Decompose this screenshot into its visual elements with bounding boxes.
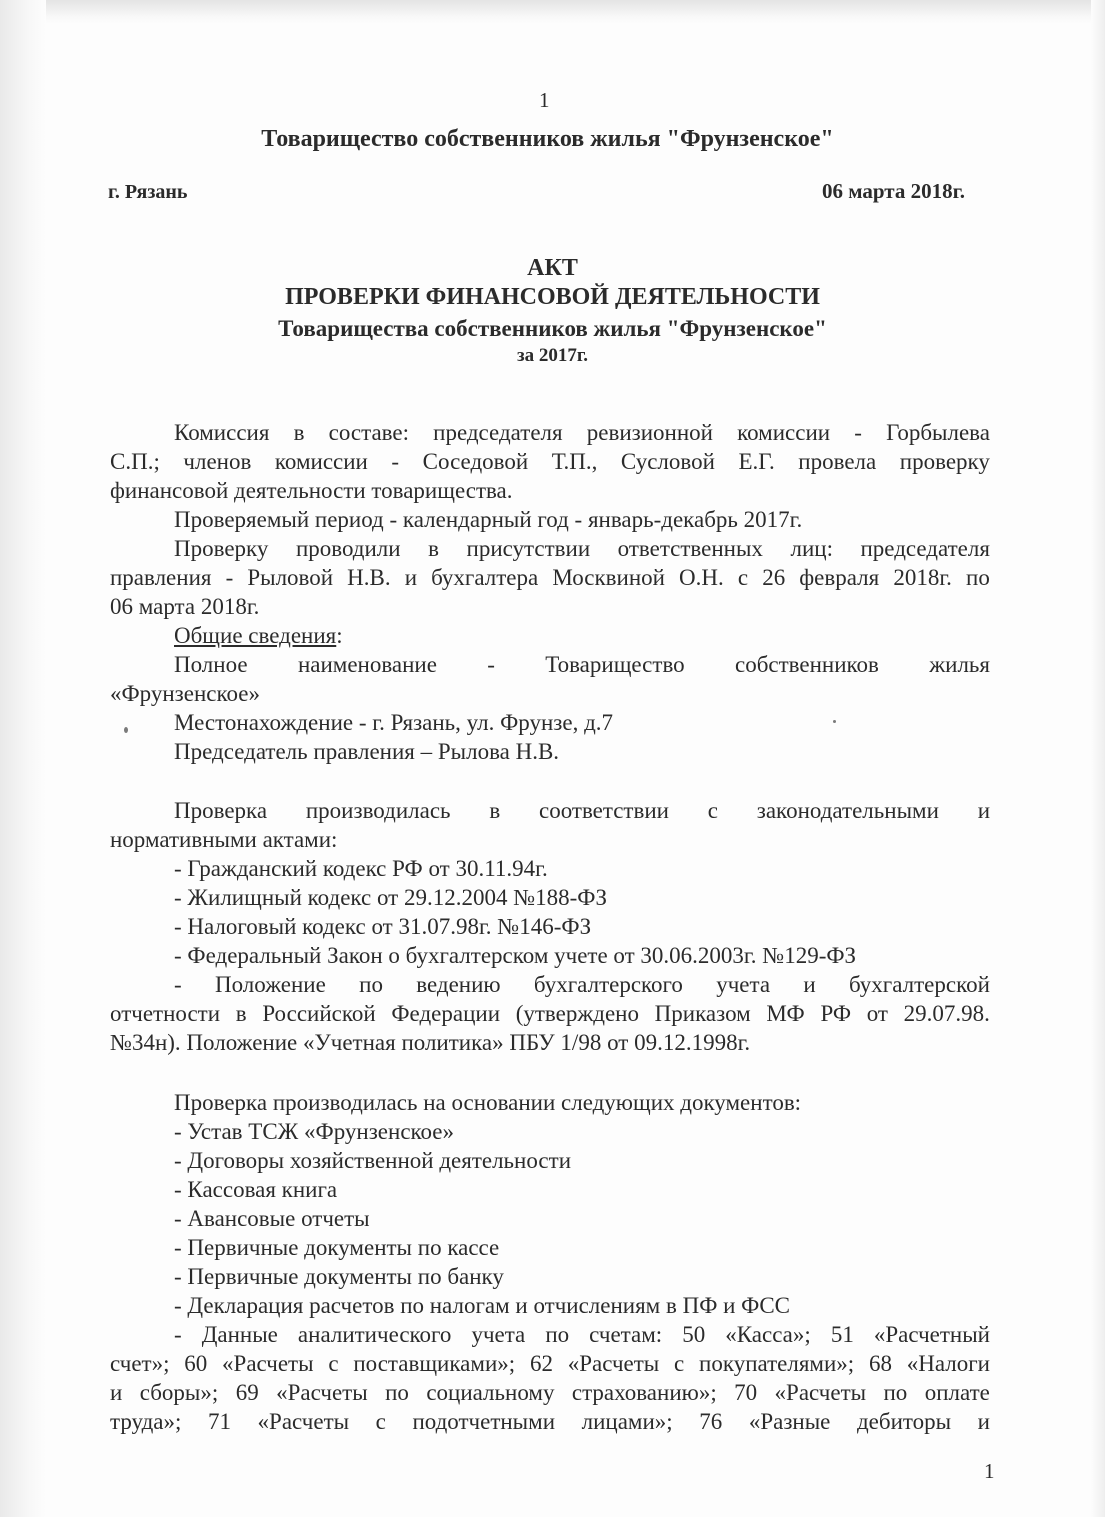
word: от	[866, 1001, 888, 1026]
word: Полное	[174, 652, 248, 677]
accounts-line4	[110, 1407, 990, 1436]
word: 62	[529, 1351, 553, 1376]
word: «Налоги	[906, 1351, 990, 1376]
word: с	[375, 1409, 386, 1434]
word: проверку	[899, 449, 990, 474]
word: социальному	[426, 1380, 555, 1405]
word: -	[174, 972, 182, 997]
word: (утверждено	[515, 1001, 639, 1026]
word: и	[110, 1380, 123, 1405]
word: 68	[868, 1351, 892, 1376]
scan-edge-top	[0, 0, 1105, 24]
word: учета	[716, 972, 771, 997]
documents-item: - Авансовые отчеты	[174, 1206, 370, 1231]
word: труда»;	[110, 1409, 182, 1434]
para1-line2	[110, 447, 990, 476]
word: в	[293, 420, 305, 445]
organization-header: Товарищество собственников жилья "Фрунзенское"	[261, 126, 834, 152]
word: производилась	[305, 798, 451, 823]
word: присутствии	[466, 536, 591, 561]
word: провела	[798, 449, 877, 474]
word: Данные	[201, 1322, 278, 1347]
documents-item: - Договоры хозяйственной деятельности	[174, 1148, 571, 1173]
word: председателя	[433, 420, 563, 445]
word: учета	[471, 1322, 526, 1347]
word: «Расчеты	[567, 1351, 660, 1376]
word: отчетности	[110, 1001, 221, 1026]
documents-intro: Проверка производилась на основании следующих документов:	[174, 1090, 802, 1115]
word: соответствии	[538, 798, 669, 823]
acts-intro-line1	[110, 796, 990, 825]
word: ответственных	[617, 536, 763, 561]
documents-item: - Декларация расчетов по налогам и отчислениям в ПФ и ФСС	[174, 1293, 791, 1318]
word: Федерации	[391, 1001, 500, 1026]
word: Комиссия	[174, 420, 270, 445]
word: ревизионной	[586, 420, 713, 445]
word: по	[359, 972, 383, 997]
word: 69	[235, 1380, 259, 1405]
word: «Разные	[748, 1409, 831, 1434]
word: Соседовой	[422, 449, 529, 474]
acts-item: - Жилищный кодекс от 29.12.2004 №188-ФЗ	[174, 885, 608, 910]
word: 51	[830, 1322, 854, 1347]
word: 71	[207, 1409, 231, 1434]
word: Горбылева	[886, 420, 990, 445]
page-number-top: 1	[539, 88, 550, 112]
title-line-2: ПРОВЕРКИ ФИНАНСОВОЙ ДЕЯТЕЛЬНОСТИ	[285, 284, 820, 310]
word: по	[385, 1380, 409, 1405]
word: 60	[184, 1351, 208, 1376]
city: г. Рязань	[108, 181, 188, 203]
documents-item: - Кассовая книга	[174, 1177, 338, 1202]
word: лиц:	[790, 536, 833, 561]
title-line-3: Товарищества собственников жилья "Фрунзенское"	[278, 316, 827, 341]
scan-speck	[833, 720, 836, 723]
word: 26	[762, 565, 786, 590]
word: Проверка	[174, 798, 268, 823]
word: и	[977, 1409, 990, 1434]
word: -	[391, 449, 400, 474]
word: Москвиной	[552, 565, 665, 590]
acts-last-line3: №34н). Положение «Учетная политика» ПБУ 1/98 от 09.12.1998г.	[110, 1030, 751, 1055]
word: лицами»;	[581, 1409, 673, 1434]
acts-last-line1	[110, 970, 990, 999]
word: с	[328, 1351, 339, 1376]
word: с	[674, 1351, 685, 1376]
word: оплате	[924, 1380, 990, 1405]
word: Рыловой	[247, 565, 334, 590]
word: в	[235, 1001, 247, 1026]
word: Е.Г.	[738, 449, 775, 474]
word: комиссии	[737, 420, 831, 445]
title-line-1: АКТ	[527, 255, 578, 281]
location: Местонахождение - г. Рязань, ул. Фрунзе, д.7	[174, 710, 614, 735]
word: законодательными	[756, 798, 939, 823]
para1-line3: финансовой деятельности товарищества.	[110, 478, 513, 503]
acts-last-line2	[110, 999, 990, 1028]
word: Товарищество	[545, 652, 685, 677]
general-info-heading-colon: :	[336, 623, 343, 648]
para1-line1	[110, 418, 990, 447]
word: бухгалтерского	[533, 972, 683, 997]
word: 76	[699, 1409, 723, 1434]
scan-speck	[124, 727, 128, 733]
word: 70	[734, 1380, 758, 1405]
word: «Касса»;	[725, 1322, 811, 1347]
word: ведению	[416, 972, 501, 997]
accounts-line3	[110, 1378, 990, 1407]
word: С.П.;	[110, 449, 160, 474]
word: по	[883, 1380, 908, 1405]
word: бухгалтера	[431, 565, 539, 590]
word: О.Н.	[679, 565, 724, 590]
word: и	[803, 972, 816, 997]
word: по	[545, 1322, 570, 1347]
word: председателя	[860, 536, 990, 561]
general-info-heading-text: Общие сведения	[174, 623, 337, 648]
para3-line2	[110, 563, 990, 592]
general-info-heading	[110, 621, 990, 650]
word: Проверку	[174, 536, 269, 561]
word: счетам:	[589, 1322, 663, 1347]
word: проводили	[295, 536, 401, 561]
word: Приказом	[654, 1001, 751, 1026]
word: и	[977, 798, 990, 823]
accounts-line1	[110, 1320, 990, 1349]
page-number-bottom: 1	[984, 1459, 995, 1483]
word: Сусловой	[620, 449, 715, 474]
word: 29.07.98.	[903, 1001, 990, 1026]
word: Т.П.,	[551, 449, 598, 474]
word: -	[487, 652, 495, 677]
word: «Расчеты	[257, 1409, 350, 1434]
word: «Расчеты	[774, 1380, 867, 1405]
full-name-line1	[110, 650, 990, 679]
acts-item: - Налоговый кодекс от 31.07.98г. №146-ФЗ	[174, 914, 592, 939]
para3-line1	[110, 534, 990, 563]
word: собственников	[735, 652, 879, 677]
document-date: 06 марта 2018г.	[821, 179, 965, 203]
word: февраля	[799, 565, 880, 590]
word: -	[854, 420, 862, 445]
para3-line3: 06 марта 2018г.	[110, 594, 260, 619]
word: в	[428, 536, 439, 561]
word: в	[489, 798, 501, 823]
word: счет»;	[110, 1351, 170, 1376]
word: «Расчеты	[222, 1351, 314, 1376]
para2: Проверяемый период - календарный год - январь-декабрь 2017г.	[174, 507, 803, 532]
full-name-line2: «Фрунзенское»	[110, 681, 260, 706]
documents-item: - Первичные документы по кассе	[174, 1235, 500, 1260]
word: правления	[110, 565, 212, 590]
word: членов	[183, 449, 252, 474]
word: составе:	[328, 420, 409, 445]
word: с	[737, 565, 749, 590]
scan-edge-right	[1091, 0, 1105, 1517]
word: 2018г.	[893, 565, 952, 590]
word: покупателями»;	[699, 1351, 855, 1376]
word: наименование	[297, 652, 437, 677]
word: -	[174, 1322, 182, 1347]
documents-item: - Первичные документы по банку	[174, 1264, 504, 1289]
word: комиссии	[274, 449, 368, 474]
word: 50	[682, 1322, 706, 1347]
word: Российской	[262, 1001, 376, 1026]
word: и	[404, 565, 418, 590]
documents-item: - Устав ТСЖ «Фрунзенское»	[174, 1119, 455, 1144]
chairman: Председатель правления – Рылова Н.В.	[174, 739, 560, 764]
word: страхованию»;	[571, 1380, 717, 1405]
acts-item: - Гражданский кодекс РФ от 30.11.94г.	[174, 856, 548, 881]
word: по	[966, 565, 990, 590]
word: -	[225, 565, 234, 590]
word: «Расчеты	[276, 1380, 368, 1405]
word: с	[707, 798, 718, 823]
acts-intro-line2: нормативными актами:	[110, 827, 338, 852]
word: сборы»;	[139, 1380, 219, 1405]
title-line-4: за 2017г.	[516, 345, 589, 366]
word: МФ	[766, 1001, 805, 1026]
word: Положение	[214, 972, 326, 997]
word: дебиторы	[856, 1409, 952, 1434]
accounts-line2	[110, 1349, 990, 1378]
acts-item: - Федеральный Закон о бухгалтерском учете от 30.06.2003г. №129-ФЗ	[174, 943, 857, 968]
word: аналитического	[297, 1322, 452, 1347]
scan-edge-left	[0, 0, 46, 1517]
word: бухгалтерской	[848, 972, 990, 997]
word: подотчетными	[412, 1409, 556, 1434]
word: «Расчетный	[873, 1322, 990, 1347]
word: РФ	[820, 1001, 852, 1026]
word: поставщиками»;	[353, 1351, 516, 1376]
word: жилья	[929, 652, 990, 677]
word: Н.В.	[347, 565, 391, 590]
